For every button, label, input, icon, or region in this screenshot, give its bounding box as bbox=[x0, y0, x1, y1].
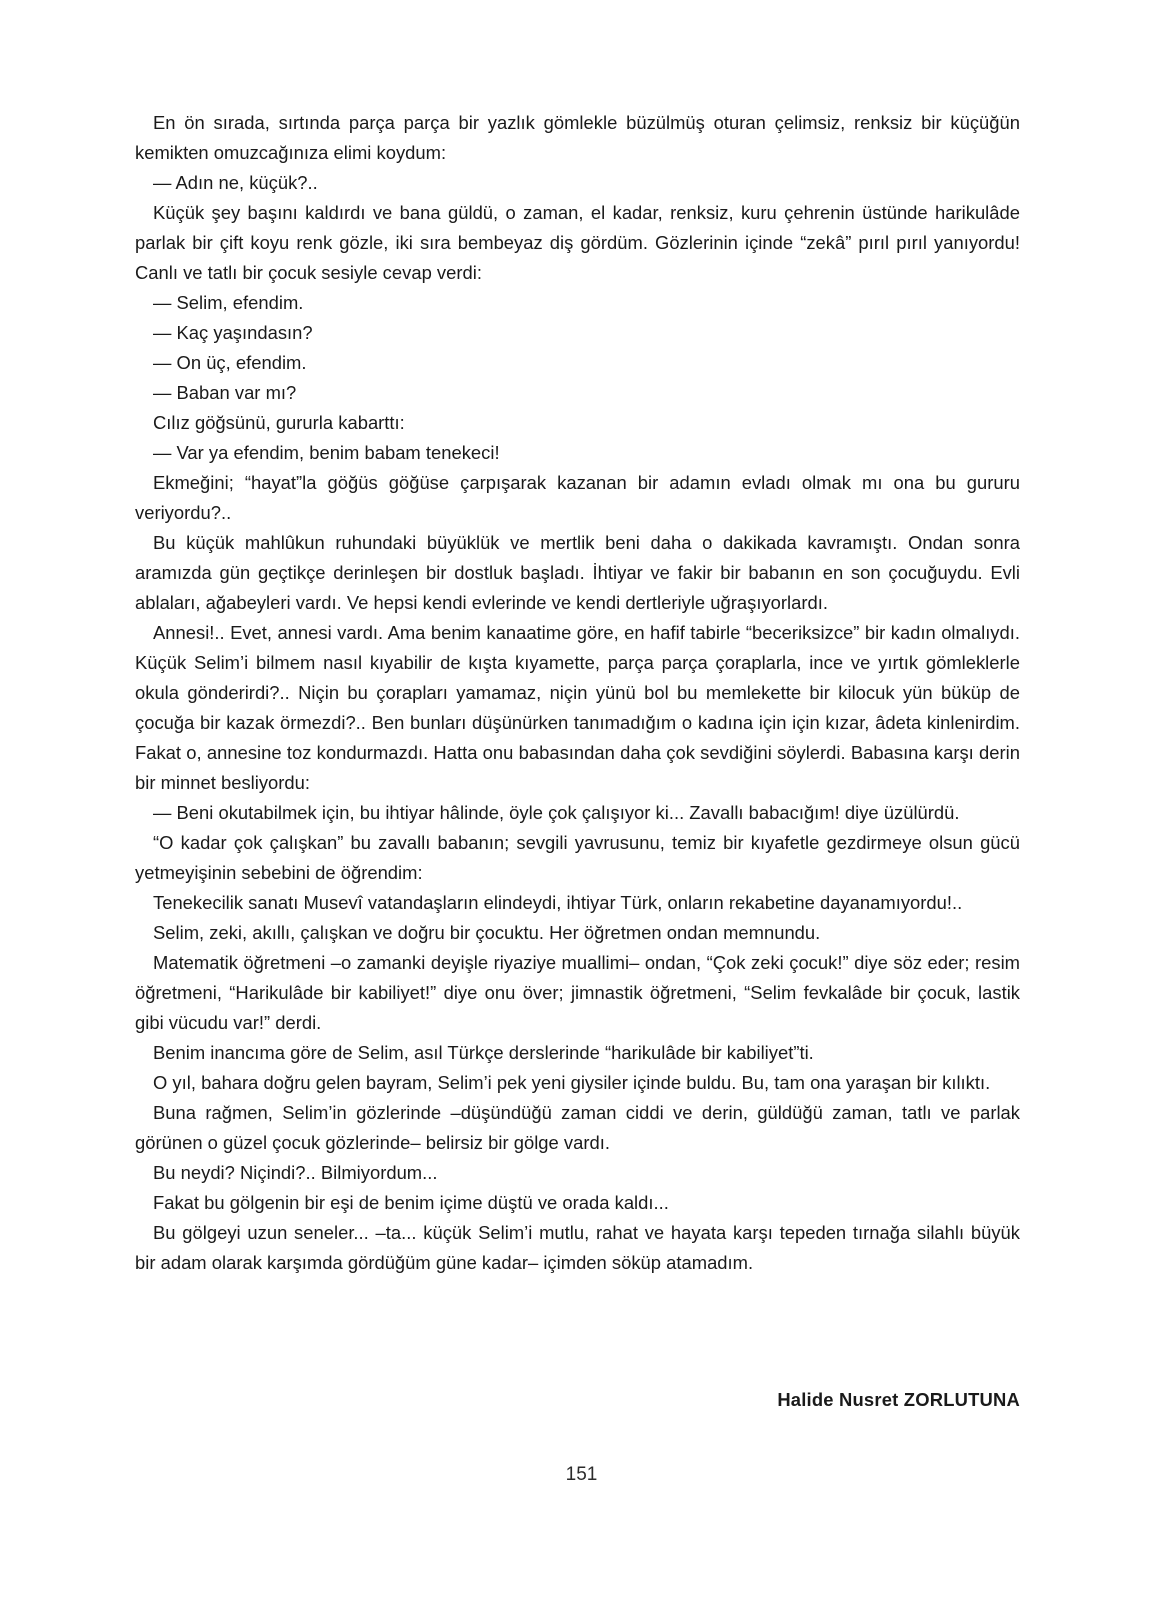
paragraph: “O kadar çok çalışkan” bu zavallı babanın; sevgili yavrusunu, temiz bir kıyafetle gezdirmeye olsun gücü yetmeyişinin sebebini de öğrendim: bbox=[135, 832, 1020, 883]
paragraph: Benim inancıma göre de Selim, asıl Türkçe derslerinde “harikulâde bir kabiliyet”ti. bbox=[153, 1042, 814, 1063]
paragraph: — Var ya efendim, benim babam tenekeci! bbox=[153, 442, 500, 463]
paragraph: En ön sırada, sırtında parça parça bir yazlık gömlekle büzülmüş oturan çelimsiz, renksiz bir küçüğün kemikten omuzcağınıza elimi koydum: bbox=[135, 112, 1020, 163]
paragraph: Bu neydi? Niçindi?.. Bilmiyordum... bbox=[153, 1162, 438, 1183]
paragraph: Tenekecilik sanatı Musevî vatandaşların elindeydi, ihtiyar Türk, onların rekabetine dayanamıyordu!.. bbox=[153, 892, 963, 913]
paragraph: Matematik öğretmeni –o zamanki deyişle riyaziye muallimi– ondan, “Çok zeki çocuk!” diye söz eder; resim öğretmeni, “Harikulâde bir kabiliyet!” diye onu över; jimnastik öğretmeni, “Selim fevkalâde bir çocuk, lastik gibi vücudu var!” derdi. bbox=[135, 952, 1020, 1033]
paragraph: Cılız göğsünü, gururla kabarttı: bbox=[153, 412, 405, 433]
paragraph: Ekmeğini; “hayat”la göğüs göğüse çarpışarak kazanan bir adamın evladı olmak mı ona bu gururu veriyordu?.. bbox=[135, 472, 1020, 523]
paragraph: O yıl, bahara doğru gelen bayram, Selim’i pek yeni giysiler içinde buldu. Bu, tam ona yaraşan bir kılıktı. bbox=[153, 1072, 991, 1093]
paragraph: Annesi!.. Evet, annesi vardı. Ama benim kanaatime göre, en hafif tabirle “beceriksizce” bir kadın olmalıydı. Küçük Selim’i bilmem nasıl kıyabilir de kışta kıyamette, parça parça çoraplarla, ince ve yırtık gömleklerle okula gönderirdi?.. Niçin bu çorapları yamamaz, niçin yünü bol bu memlekette bir kilocuk yün büküp de çocuğa bir kazak örmezdi?.. Ben bunları düşünürken tanımadığım o kadına için için kızar, âdeta kinlenirdim. Fakat o, annesine toz kondurmazdı. Hatta onu babasından daha çok sevdiğini söylerdi. Babasına karşı derin bir minnet besliyordu: bbox=[135, 622, 1020, 793]
paragraph: — On üç, efendim. bbox=[153, 352, 307, 373]
paragraph: — Adın ne, küçük?.. bbox=[153, 172, 318, 193]
page-number: 151 bbox=[565, 1464, 598, 1485]
paragraph: — Baban var mı? bbox=[153, 382, 297, 403]
body-text-block bbox=[135, 108, 1020, 1278]
paragraph: — Kaç yaşındasın? bbox=[153, 322, 313, 343]
paragraph: — Beni okutabilmek için, bu ihtiyar hâlinde, öyle çok çalışıyor ki... Zavallı babacığım! diye üzülürdü. bbox=[153, 802, 960, 823]
paragraph: Bu küçük mahlûkun ruhundaki büyüklük ve mertlik beni daha o dakikada kavramıştı. Ondan sonra aramızda gün geçtikçe derinleşen bir dostluk başladı. İhtiyar ve fakir bir babanın en son çocuğuydu. Evli ablaları, ağabeyleri vardı. Ve hepsi kendi evlerinde ve kendi dertleriyle uğraşıyorlardı. bbox=[135, 532, 1020, 613]
paragraph: Selim, zeki, akıllı, çalışkan ve doğru bir çocuktu. Her öğretmen ondan memnundu. bbox=[153, 922, 821, 943]
paragraph: Fakat bu gölgenin bir eşi de benim içime düştü ve orada kaldı... bbox=[153, 1192, 669, 1213]
paragraph: Küçük şey başını kaldırdı ve bana güldü, o zaman, el kadar, renksiz, kuru çehrenin üstünde harikulâde parlak bir çift koyu renk gözle, iki sıra bembeyaz diş gördüm. Gözlerinin içinde “zekâ” pırıl pırıl yanıyordu! Canlı ve tatlı bir çocuk sesiyle cevap verdi: bbox=[135, 202, 1020, 283]
paragraph: Bu gölgeyi uzun seneler... –ta... küçük Selim’i mutlu, rahat ve hayata karşı tepeden tırnağa silahlı büyük bir adam olarak karşımda gördüğüm güne kadar– içimden söküp atamadım. bbox=[135, 1222, 1020, 1273]
paragraph: Buna rağmen, Selim’in gözlerinde –düşündüğü zaman ciddi ve derin, güldüğü zaman, tatlı ve parlak görünen o güzel çocuk gözlerinde– belirsiz bir gölge vardı. bbox=[135, 1102, 1020, 1153]
author-signature: Halide Nusret ZORLUTUNA bbox=[777, 1389, 1020, 1410]
paragraph: — Selim, efendim. bbox=[153, 292, 304, 313]
